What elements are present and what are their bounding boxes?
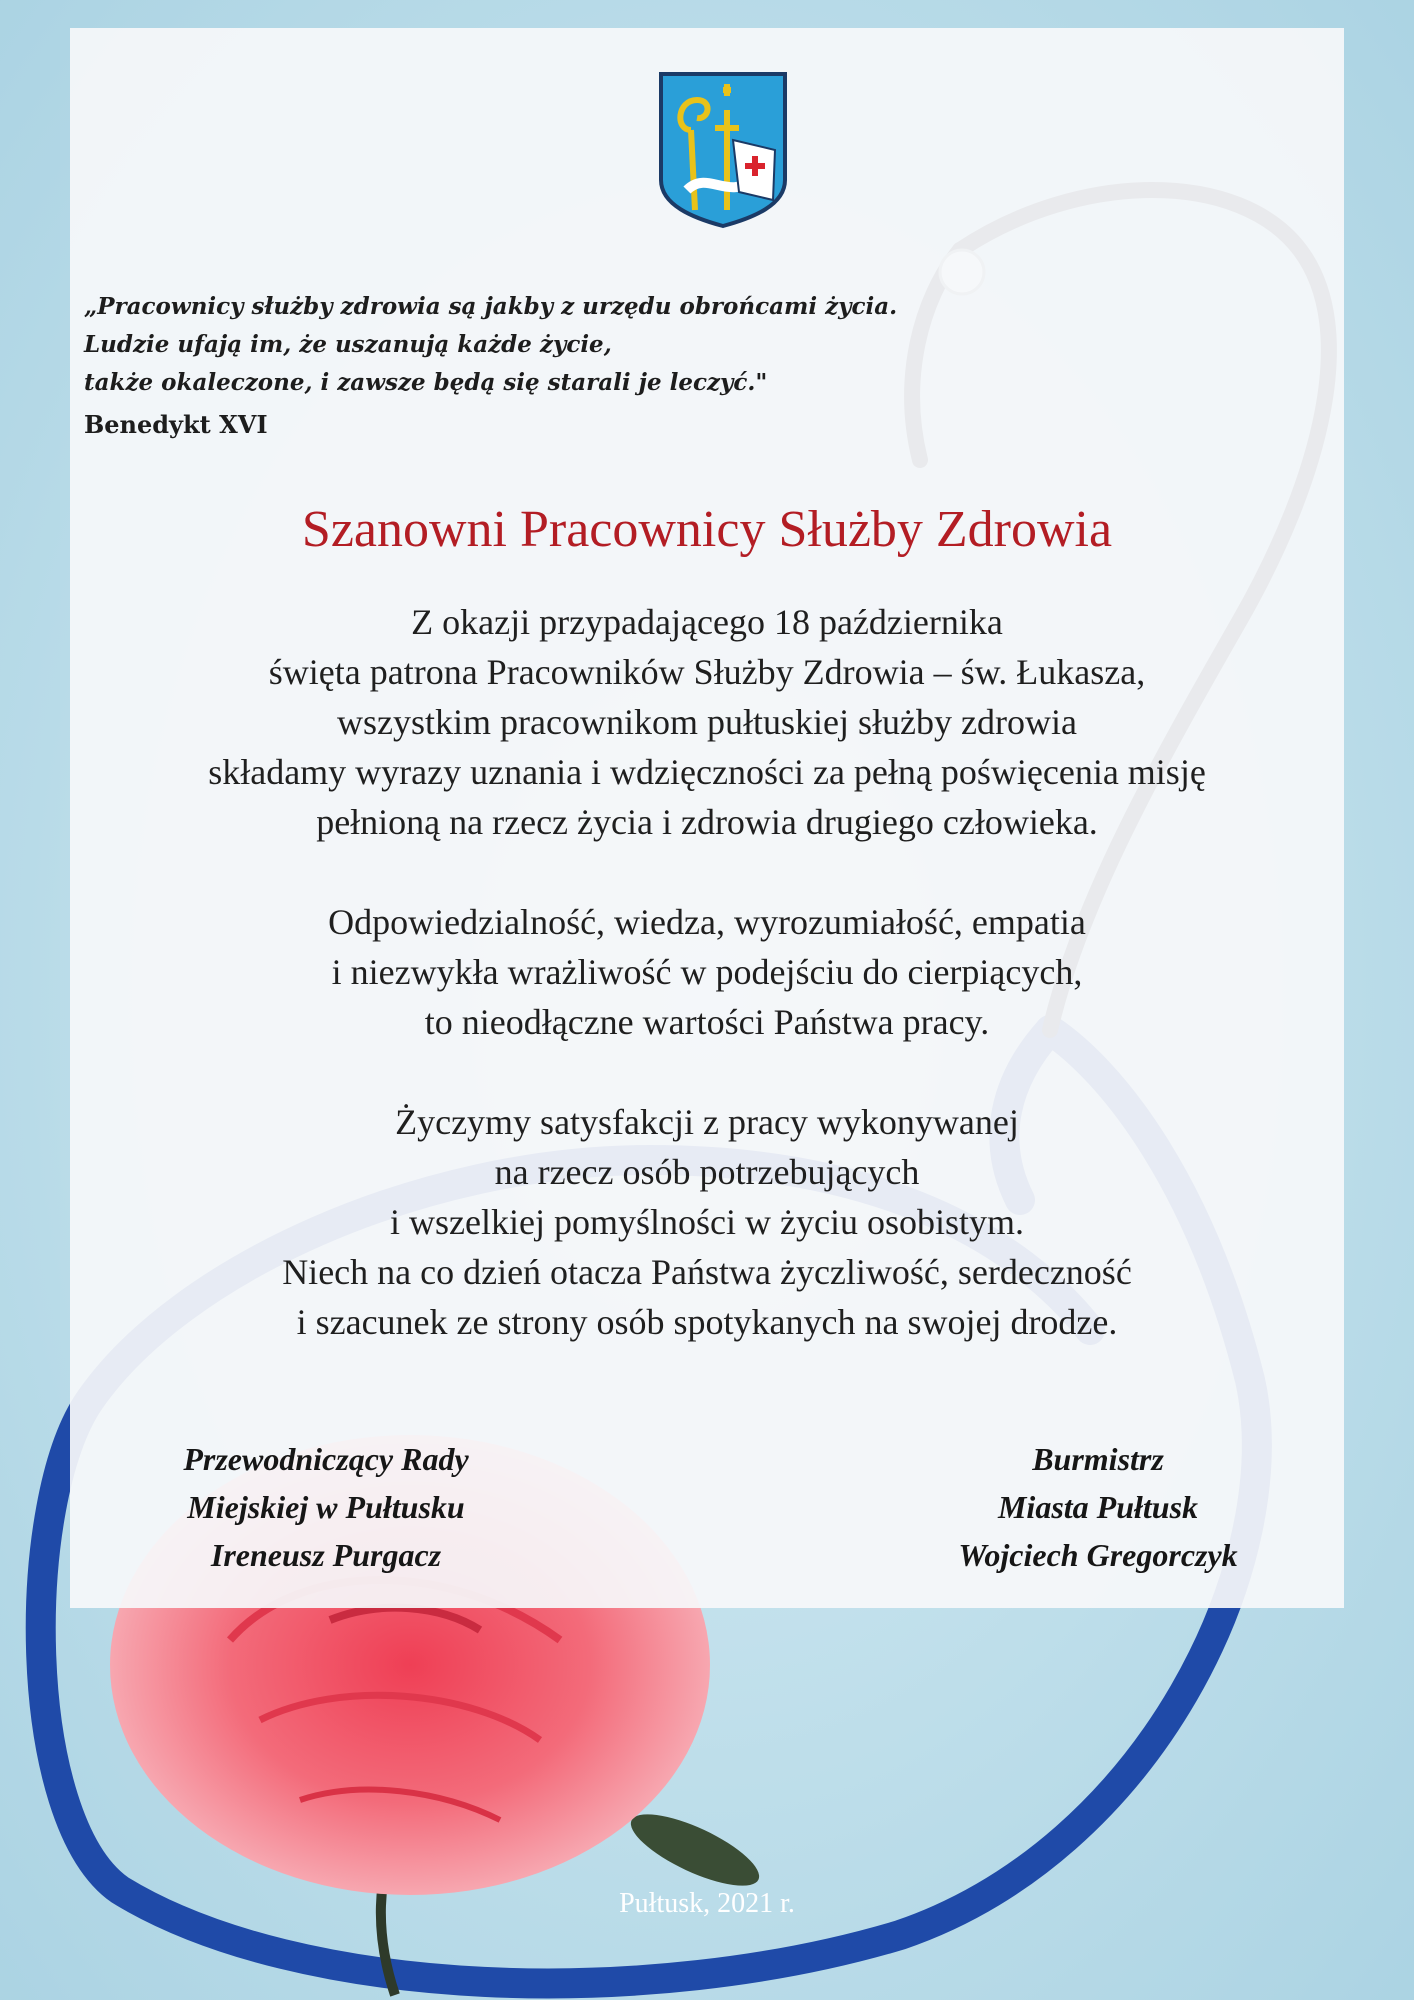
signature-mayor: [848, 1435, 1348, 1579]
quote-author: Benedykt XVI: [84, 410, 268, 439]
quote: [84, 288, 984, 402]
text-line: Z okazji przypadającego 18 października: [411, 602, 1003, 642]
signature-line: Burmistrz: [1032, 1441, 1164, 1477]
quote-line: Ludzie ufają im, że uszanują każde życie,: [84, 331, 612, 358]
paragraph: [70, 597, 1344, 847]
quote-line: „Pracownicy służby zdrowia są jakby z urzędu obrońcami życia.: [84, 293, 898, 320]
text-line: pełnioną na rzecz życia i zdrowia drugiego człowieka.: [316, 802, 1098, 842]
text-line: składamy wyrazy uznania i wdzięczności za pełną poświęcenia misję: [208, 752, 1206, 792]
text-line: na rzecz osób potrzebujących: [494, 1152, 920, 1192]
text-line: święta patrona Pracowników Służby Zdrowia – św. Łukasza,: [268, 652, 1146, 692]
text-line: wszystkim pracownikom pułtuskiej służby zdrowia: [337, 702, 1077, 742]
text-line: to nieodłączne wartości Państwa pracy.: [424, 1002, 990, 1042]
signature-line: Wojciech Gregorczyk: [958, 1537, 1238, 1573]
text-line: i niezwykła wrażliwość w podejściu do cierpiących,: [331, 952, 1083, 992]
signature-line: Ireneusz Purgacz: [210, 1537, 442, 1573]
text-line: Życzymy satysfakcji z pracy wykonywanej: [395, 1102, 1019, 1142]
text-line: i szacunek ze strony osób spotykanych na swojej drodze.: [296, 1302, 1118, 1342]
text-line: i wszelkiej pomyślności w życiu osobistym.: [390, 1202, 1024, 1242]
quote-line: także okaleczone, i zawsze będą się starali je leczyć.": [84, 369, 768, 396]
paragraph: [70, 1097, 1344, 1347]
place-date: Pułtusk, 2021 r.: [619, 1888, 795, 1919]
greeting-body: [70, 597, 1344, 1397]
text-line: Odpowiedzialność, wiedza, wyrozumiałość, empatia: [328, 902, 1086, 942]
paragraph: [70, 897, 1344, 1047]
signature-line: Miasta Pułtusk: [997, 1489, 1199, 1525]
greeting-heading: Szanowni Pracownicy Służby Zdrowia: [301, 501, 1113, 558]
signature-line: Przewodniczący Rady: [183, 1441, 469, 1477]
coat-of-arms-icon: [657, 70, 789, 230]
signature-council-chairman: [76, 1435, 576, 1579]
text-line: Niech na co dzień otacza Państwa życzliwość, serdeczność: [282, 1252, 1132, 1292]
signature-line: Miejskiej w Pułtusku: [187, 1489, 465, 1525]
